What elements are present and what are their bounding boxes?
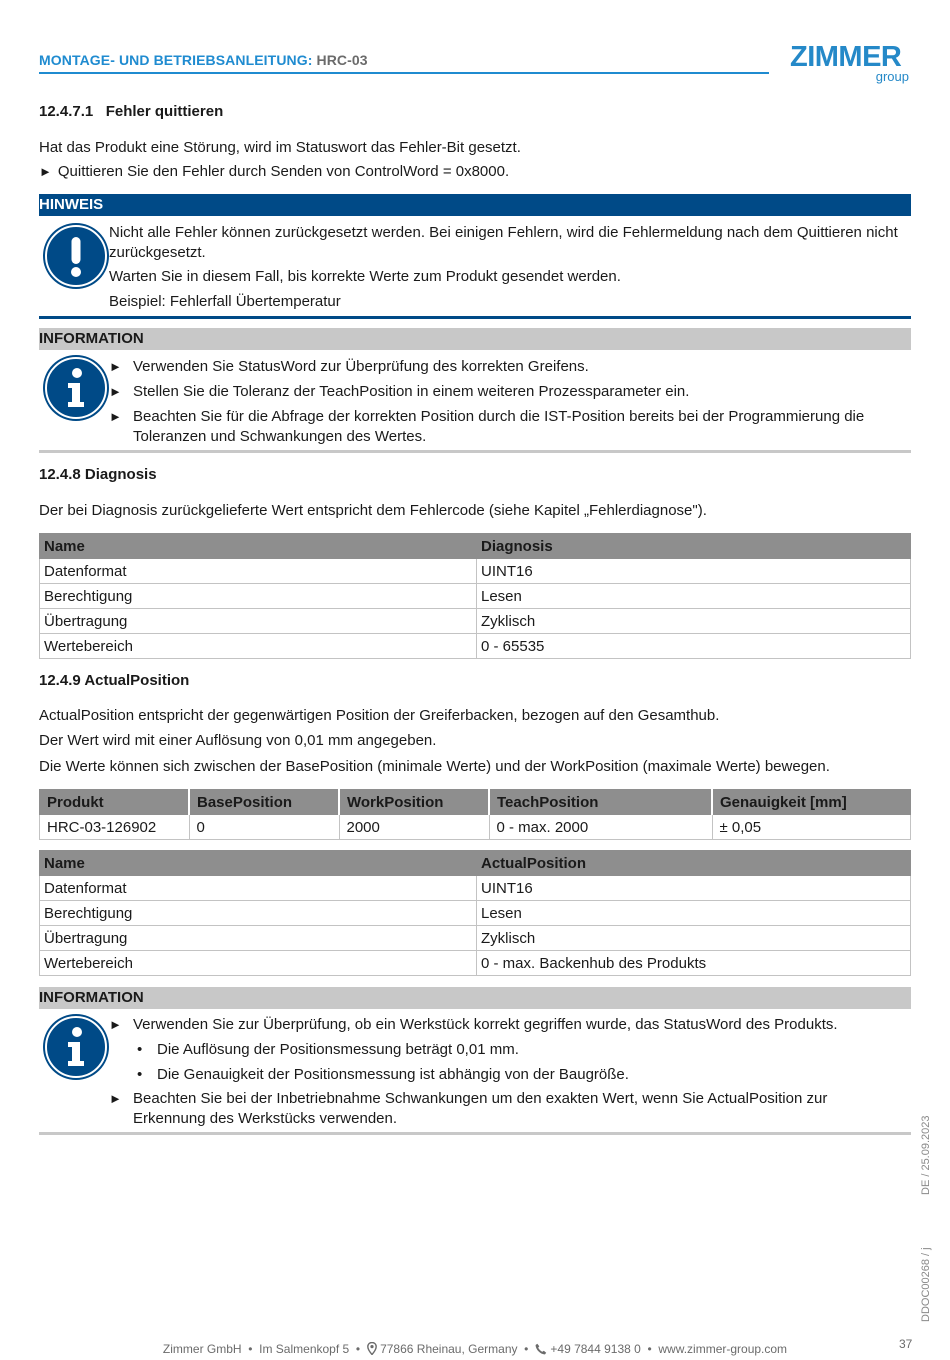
- table-header-cell: Genauigkeit [mm]: [712, 790, 911, 815]
- exclamation-icon: [45, 225, 107, 287]
- info1-arrow-icon: ►: [109, 384, 122, 399]
- table-header-cell: Diagnosis: [477, 534, 911, 559]
- info-label-2: INFORMATION: [39, 989, 144, 1006]
- product-position-table: [39, 789, 911, 840]
- table-cell: Berechtigung: [40, 901, 477, 926]
- paragraph-diagnosis: Der bei Diagnosis zurückgelieferte Wert entspricht dem Fehlercode (siehe Kapitel „Fehlerdiagnose").: [39, 502, 707, 519]
- table-cell: 0 - max. 2000: [489, 815, 712, 840]
- footer-phone: +49 7844 9138 0: [550, 1342, 641, 1356]
- logo-word: ZIMMER: [790, 41, 902, 73]
- table-header-cell: ActualPosition: [477, 851, 911, 876]
- logo-group: group: [875, 69, 909, 84]
- info2-item-2: Beachten Sie bei der Inbetriebnahme Schwankungen um den exakten Wert, wenn Sie ActualPosition zur Erkennung des Werkstücks verwenden.: [133, 1090, 828, 1127]
- actualposition-table: [39, 850, 911, 976]
- table-cell: Berechtigung: [40, 584, 477, 609]
- footer-company: Zimmer GmbH: [162, 1342, 242, 1356]
- footer-city: 77866 Rheinau, Germany: [380, 1342, 518, 1356]
- info1-item-1: Verwenden Sie StatusWord zur Überprüfung des korrekten Greifens.: [133, 358, 589, 375]
- table-row: [40, 815, 911, 840]
- step-text: Quittieren Sie den Fehler durch Senden von ControlWord = 0x8000.: [57, 163, 510, 180]
- side-date: DE / 25.09.2023: [920, 1115, 932, 1195]
- info-label-1: INFORMATION: [39, 330, 144, 347]
- table-header-row: [40, 851, 911, 876]
- table-cell: HRC-03-126902: [40, 815, 190, 840]
- info-bottom-rule-1: [39, 450, 911, 453]
- info-bottom-rule-2: [39, 1132, 911, 1135]
- table-row: [40, 926, 911, 951]
- table-row: [40, 876, 911, 901]
- table-row: [40, 584, 911, 609]
- table-header-cell: TeachPosition: [489, 790, 712, 815]
- table-cell: Wertebereich: [40, 634, 477, 659]
- info2-item-1: Verwenden Sie zur Überprüfung, ob ein Werkstück korrekt gegriffen wurde, das StatusWord des Produkts.: [133, 1016, 838, 1033]
- table-row: [40, 901, 911, 926]
- info-bar-1: [39, 328, 911, 350]
- table-header-cell: Produkt: [40, 790, 190, 815]
- document-header-title: [39, 52, 368, 68]
- bullet-dot-icon: •: [137, 1041, 143, 1058]
- paragraph-actualposition-1: ActualPosition entspricht der gegenwärtigen Position der Greiferbacken, bezogen auf den Gesamthub.: [39, 707, 720, 724]
- zimmer-logo: [790, 42, 915, 88]
- arrow-icon: ►: [39, 164, 52, 179]
- page-footer: Zimmer GmbH • Im Salmenkopf 5 • 77866 Rheinau, Germany • +49 7844 9138 0 • www.zimmer-group.com: [162, 1342, 788, 1356]
- table-row: [40, 951, 911, 976]
- phone-icon: [535, 1343, 547, 1358]
- table-cell: 2000: [339, 815, 489, 840]
- table-cell: Datenformat: [40, 876, 477, 901]
- info1-arrow-icon: ►: [109, 409, 122, 424]
- table-cell: UINT16: [477, 876, 911, 901]
- info2-subitem-1: Die Auflösung der Positionsmessung beträgt 0,01 mm.: [157, 1041, 519, 1058]
- diagnosis-table: [39, 533, 911, 659]
- header-rule: [39, 72, 769, 74]
- info2-arrow-icon: ►: [109, 1091, 122, 1106]
- table-header-cell: BasePosition: [189, 790, 339, 815]
- info-icon: [45, 1016, 107, 1078]
- paragraph-statuswort: Hat das Produkt eine Störung, wird im Statuswort das Fehler-Bit gesetzt.: [39, 139, 521, 156]
- table-cell: Übertragung: [40, 609, 477, 634]
- table-cell: 0 - 65535: [477, 634, 911, 659]
- notice-bar: [39, 194, 911, 216]
- table-cell: Übertragung: [40, 926, 477, 951]
- table-row: [40, 559, 911, 584]
- info2-subitem-2: Die Genauigkeit der Positionsmessung ist abhängig von der Baugröße.: [157, 1066, 629, 1083]
- notice-bottom-rule: [39, 316, 911, 319]
- header-product: HRC-03: [316, 52, 368, 68]
- info-bar-2: [39, 987, 911, 1009]
- page-number: 37: [899, 1337, 913, 1351]
- info1-item-2: Stellen Sie die Toleranz der TeachPosition in einem weiteren Prozessparameter ein.: [133, 383, 690, 400]
- info-icon: [45, 357, 107, 419]
- map-pin-icon: [367, 1342, 377, 1358]
- table-cell: Zyklisch: [477, 926, 911, 951]
- table-cell: Wertebereich: [40, 951, 477, 976]
- step-quittieren: [39, 162, 509, 182]
- side-doc-id: DDOC00268 / j: [920, 1247, 932, 1322]
- table-cell: UINT16: [477, 559, 911, 584]
- table-header-cell: Name: [40, 534, 477, 559]
- table-cell: 0: [189, 815, 339, 840]
- footer-street: Im Salmenkopf 5: [259, 1342, 350, 1356]
- table-cell: Datenformat: [40, 559, 477, 584]
- info2-arrow-icon: ►: [109, 1017, 122, 1032]
- table-header-row: [40, 790, 911, 815]
- paragraph-actualposition-2: Der Wert wird mit einer Auflösung von 0,01 mm angegeben.: [39, 732, 437, 749]
- table-cell: 0 - max. Backenhub des Produkts: [477, 951, 911, 976]
- header-title-text: MONTAGE- UND BETRIEBSANLEITUNG:: [39, 52, 313, 68]
- footer-website-link[interactable]: www.zimmer-group.com: [658, 1342, 788, 1356]
- info1-arrow-icon: ►: [109, 359, 122, 374]
- section-heading-diagnosis: 12.4.8 Diagnosis: [39, 466, 157, 483]
- info1-item-3: Beachten Sie für die Abfrage der korrekten Position durch die IST-Position bereits bei der Programmierung die Toleranzen und Schwankungen des Wertes.: [133, 408, 865, 445]
- table-cell: Lesen: [477, 584, 911, 609]
- notice-text-2: Warten Sie in diesem Fall, bis korrekte Werte zum Produkt gesendet werden.: [109, 268, 621, 285]
- section-heading-actualposition: 12.4.9 ActualPosition: [39, 672, 190, 689]
- notice-text-1: Nicht alle Fehler können zurückgesetzt werden. Bei einigen Fehlern, wird die Fehlermeldung nach dem Quittieren nicht zurückgesetzt.: [109, 224, 898, 261]
- table-cell: ± 0,05: [712, 815, 911, 840]
- table-row: [40, 634, 911, 659]
- table-header-cell: Name: [40, 851, 477, 876]
- table-header-row: [40, 534, 911, 559]
- notice-label: HINWEIS: [39, 196, 104, 213]
- table-row: [40, 609, 911, 634]
- paragraph-actualposition-3: Die Werte können sich zwischen der BasePosition (minimale Werte) und der WorkPosition (maximale Werte) bewegen.: [39, 758, 830, 775]
- table-header-cell: WorkPosition: [339, 790, 489, 815]
- section-heading-fehler-quittieren: 12.4.7.1 Fehler quittieren: [39, 103, 224, 120]
- table-cell: Zyklisch: [477, 609, 911, 634]
- notice-text-3: Beispiel: Fehlerfall Übertemperatur: [109, 293, 341, 310]
- table-cell: Lesen: [477, 901, 911, 926]
- bullet-dot-icon: •: [137, 1066, 143, 1083]
